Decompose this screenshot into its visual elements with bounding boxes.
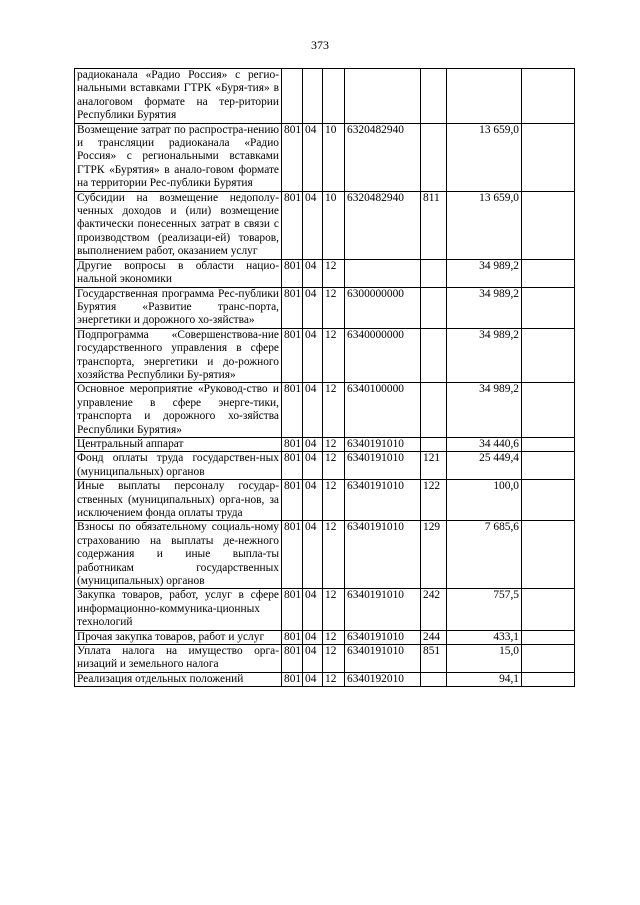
target-article-cell: 6340191010 [345, 452, 421, 480]
row-name-cell: Уплата налога на имущество орга-низаций и земельного налога [75, 645, 282, 673]
table-row [75, 69, 575, 124]
ministry-code-cell: 801 [282, 123, 303, 191]
section-code-cell: 04 [303, 123, 323, 191]
expense-type-cell [421, 383, 447, 438]
expense-type-cell [421, 69, 447, 124]
amount-cell: 34 989,2 [447, 328, 522, 383]
ministry-code-cell: 801 [282, 328, 303, 383]
row-name-cell: Другие вопросы в области нацио-нальной экономики [75, 259, 282, 287]
amount-cell: 25 449,4 [447, 452, 522, 480]
amount-cell: 7 685,6 [447, 521, 522, 589]
subsection-code-cell: 12 [323, 630, 345, 644]
amount-cell: 34 989,2 [447, 287, 522, 328]
target-article-cell: 6340100000 [345, 383, 421, 438]
subsection-code-cell [323, 69, 345, 124]
extra-amount-cell [522, 69, 575, 124]
expense-type-cell: 244 [421, 630, 447, 644]
expense-type-cell: 121 [421, 452, 447, 480]
table-row [75, 452, 575, 480]
expense-type-cell: 242 [421, 589, 447, 630]
expense-type-cell [421, 287, 447, 328]
amount-cell: 34 989,2 [447, 259, 522, 287]
amount-cell: 15,0 [447, 645, 522, 673]
table-row [75, 287, 575, 328]
ministry-code-cell: 801 [282, 191, 303, 259]
table-row [75, 259, 575, 287]
target-article-cell: 6340191010 [345, 437, 421, 451]
extra-amount-cell [522, 437, 575, 451]
row-name-cell: Закупка товаров, работ, услуг в сфере информационно-коммуника-ционных технологий [75, 589, 282, 630]
row-name-cell: Взносы по обязательному социаль-ному страхованию на выплаты де-нежного содержания и иные выпла-ты работникам государственных (муниципальных) органов [75, 521, 282, 589]
ministry-code-cell: 801 [282, 645, 303, 673]
ministry-code-cell: 801 [282, 259, 303, 287]
target-article-cell: 6340191010 [345, 521, 421, 589]
section-code-cell: 04 [303, 521, 323, 589]
extra-amount-cell [522, 328, 575, 383]
expense-type-cell [421, 259, 447, 287]
subsection-code-cell: 12 [323, 259, 345, 287]
expense-type-cell: 851 [421, 645, 447, 673]
target-article-cell: 6340191010 [345, 645, 421, 673]
target-article-cell [345, 69, 421, 124]
subsection-code-cell: 12 [323, 480, 345, 521]
section-code-cell: 04 [303, 589, 323, 630]
target-article-cell: 6320482940 [345, 123, 421, 191]
row-name-cell: Возмещение затрат по распростра-нению и трансляции радиоканала «Радио Россия» с региональными вставками ГТРК «Бурятия» в анало-говом формате на территории Рес-публики Бурятия [75, 123, 282, 191]
subsection-code-cell: 12 [323, 287, 345, 328]
subsection-code-cell: 12 [323, 521, 345, 589]
row-name-cell: Иные выплаты персоналу государ-ственных (муниципальных) орга-нов, за исключением фонда оплаты труда [75, 480, 282, 521]
target-article-cell: 6340192010 [345, 672, 421, 686]
section-code-cell: 04 [303, 383, 323, 438]
section-code-cell: 04 [303, 630, 323, 644]
amount-cell: 94,1 [447, 672, 522, 686]
target-article-cell: 6340191010 [345, 630, 421, 644]
extra-amount-cell [522, 383, 575, 438]
table-row [75, 191, 575, 259]
ministry-code-cell: 801 [282, 589, 303, 630]
table-row [75, 589, 575, 630]
amount-cell: 34 989,2 [447, 383, 522, 438]
subsection-code-cell: 12 [323, 328, 345, 383]
section-code-cell: 04 [303, 287, 323, 328]
expense-type-cell: 122 [421, 480, 447, 521]
table-row [75, 645, 575, 673]
ministry-code-cell: 801 [282, 521, 303, 589]
row-name-cell: Основное мероприятие «Руковод-ство и управление в сфере энерге-тики, транспорта и дорожного хо-зяйства Республики Бурятия» [75, 383, 282, 438]
subsection-code-cell: 10 [323, 191, 345, 259]
extra-amount-cell [522, 259, 575, 287]
amount-cell: 757,5 [447, 589, 522, 630]
amount-cell: 34 440,6 [447, 437, 522, 451]
ministry-code-cell [282, 69, 303, 124]
table-row [75, 630, 575, 644]
extra-amount-cell [522, 589, 575, 630]
section-code-cell: 04 [303, 452, 323, 480]
target-article-cell: 6300000000 [345, 287, 421, 328]
ministry-code-cell: 801 [282, 630, 303, 644]
table-body [75, 69, 575, 687]
subsection-code-cell: 12 [323, 452, 345, 480]
section-code-cell: 04 [303, 191, 323, 259]
expense-type-cell [421, 328, 447, 383]
section-code-cell: 04 [303, 480, 323, 521]
section-code-cell: 04 [303, 328, 323, 383]
row-name-cell: Реализация отдельных положений [75, 672, 282, 686]
subsection-code-cell: 12 [323, 645, 345, 673]
ministry-code-cell: 801 [282, 452, 303, 480]
extra-amount-cell [522, 645, 575, 673]
target-article-cell: 6340191010 [345, 589, 421, 630]
table-row [75, 672, 575, 686]
amount-cell [447, 69, 522, 124]
ministry-code-cell: 801 [282, 480, 303, 521]
subsection-code-cell: 12 [323, 589, 345, 630]
section-code-cell: 04 [303, 645, 323, 673]
amount-cell: 13 659,0 [447, 191, 522, 259]
section-code-cell: 04 [303, 437, 323, 451]
target-article-cell: 6340000000 [345, 328, 421, 383]
amount-cell: 100,0 [447, 480, 522, 521]
ministry-code-cell: 801 [282, 383, 303, 438]
amount-cell: 433,1 [447, 630, 522, 644]
extra-amount-cell [522, 123, 575, 191]
expense-type-cell [421, 123, 447, 191]
subsection-code-cell: 12 [323, 672, 345, 686]
table-row [75, 383, 575, 438]
expense-type-cell [421, 672, 447, 686]
row-name-cell: Центральный аппарат [75, 437, 282, 451]
amount-cell: 13 659,0 [447, 123, 522, 191]
table-row [75, 328, 575, 383]
extra-amount-cell [522, 630, 575, 644]
ministry-code-cell: 801 [282, 437, 303, 451]
expense-type-cell: 129 [421, 521, 447, 589]
row-name-cell: радиоканала «Радио Россия» с регио-нальными вставками ГТРК «Буря-тия» в аналоговом формате на тер-ритории Республики Бурятия [75, 69, 282, 124]
table-row [75, 437, 575, 451]
section-code-cell: 04 [303, 672, 323, 686]
subsection-code-cell: 12 [323, 383, 345, 438]
table-row [75, 480, 575, 521]
extra-amount-cell [522, 672, 575, 686]
section-code-cell [303, 69, 323, 124]
budget-table [74, 68, 575, 687]
row-name-cell: Фонд оплаты труда государствен-ных (муниципальных) органов [75, 452, 282, 480]
extra-amount-cell [522, 452, 575, 480]
expense-type-cell [421, 437, 447, 451]
row-name-cell: Государственная программа Рес-публики Бурятия «Развитие транс-порта, энергетики и дорожного хо-зяйства» [75, 287, 282, 328]
ministry-code-cell: 801 [282, 672, 303, 686]
extra-amount-cell [522, 480, 575, 521]
expense-type-cell: 811 [421, 191, 447, 259]
extra-amount-cell [522, 191, 575, 259]
row-name-cell: Субсидии на возмещение недополу-ченных доходов и (или) возмещение фактически понесенных затрат в связи с производством (реализаци-ей) товаров, выполнением работ, оказанием услуг [75, 191, 282, 259]
table-row [75, 123, 575, 191]
page-number: 373 [311, 38, 329, 52]
target-article-cell [345, 259, 421, 287]
row-name-cell: Подпрограмма «Совершенствова-ние государственного управления в сфере транспорта, энергетики и до-рожного хозяйства Республики Бу-рятия» [75, 328, 282, 383]
subsection-code-cell: 12 [323, 437, 345, 451]
subsection-code-cell: 10 [323, 123, 345, 191]
extra-amount-cell [522, 521, 575, 589]
section-code-cell: 04 [303, 259, 323, 287]
target-article-cell: 6340191010 [345, 480, 421, 521]
ministry-code-cell: 801 [282, 287, 303, 328]
table-row [75, 521, 575, 589]
row-name-cell: Прочая закупка товаров, работ и услуг [75, 630, 282, 644]
target-article-cell: 6320482940 [345, 191, 421, 259]
extra-amount-cell [522, 287, 575, 328]
